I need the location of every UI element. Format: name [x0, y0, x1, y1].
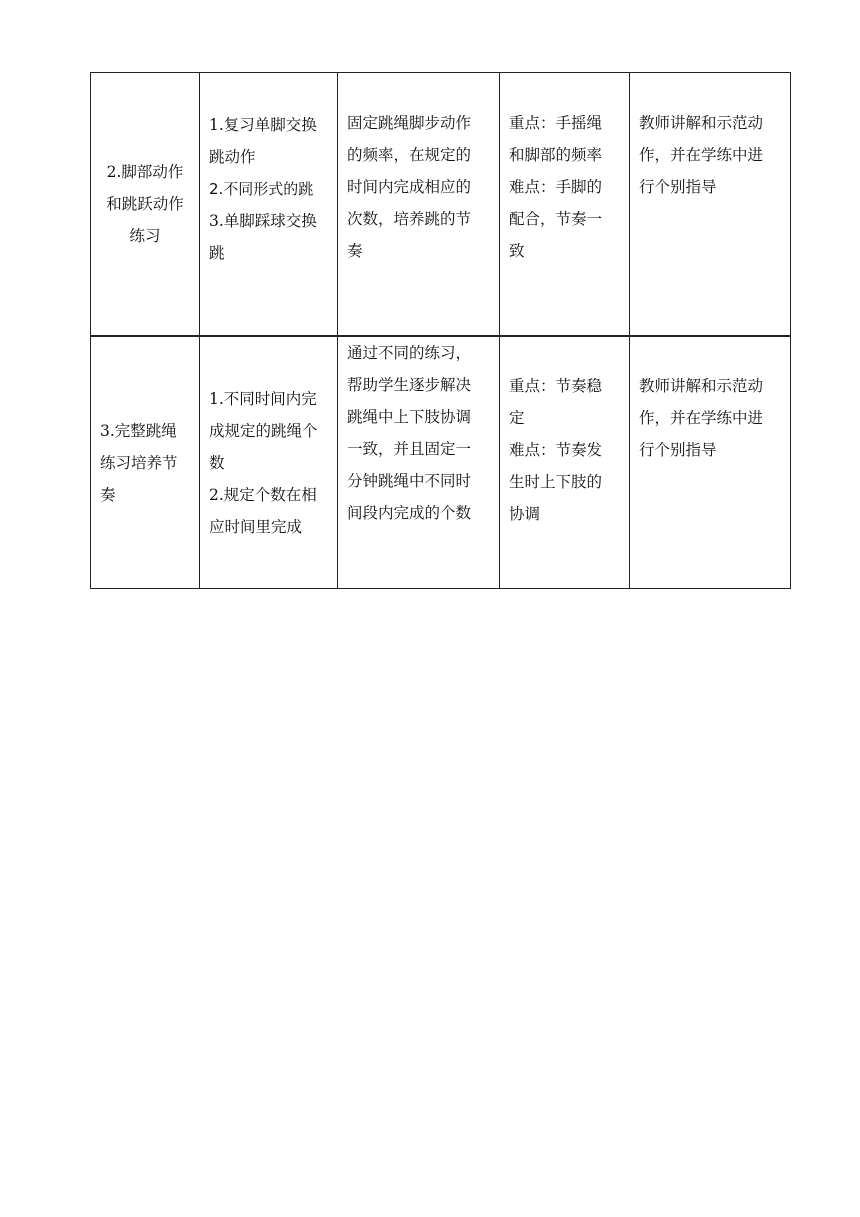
cell-line: 间段内完成的个数 — [347, 504, 472, 522]
cell-line: 教师讲解和示范动 — [639, 114, 764, 132]
cell-objective — [338, 73, 500, 337]
cell-line: 3.完整跳绳 — [100, 421, 177, 440]
cell-line: 固定跳绳脚步动作 — [347, 114, 472, 132]
cell-line: 难点：节奏发 — [509, 441, 603, 459]
cell-line: 作，并在学练中进 — [639, 146, 764, 164]
cell-line: 练习 — [129, 227, 161, 245]
cell-line: 帮助学生逐步解决 — [347, 376, 472, 394]
cell-line: 教师讲解和示范动 — [639, 377, 764, 395]
cell-line: 2.脚部动作 — [106, 163, 184, 181]
cell-key-points — [500, 73, 630, 337]
cell-line: 定 — [509, 409, 525, 427]
cell-line: 奏 — [347, 242, 363, 260]
cell-line: 1.不同时间内完 — [209, 389, 317, 408]
cell-line: 1.复习单脚交换 — [209, 116, 317, 134]
cell-line: 协调 — [509, 505, 541, 523]
cell-line: 行个别指导 — [639, 178, 717, 196]
cell-line: 练习培养节 — [100, 453, 178, 472]
cell-line: 跳动作 — [209, 148, 256, 166]
cell-line: 通过不同的练习， — [347, 344, 472, 362]
cell-line: 2.不同形式的跳 — [209, 180, 314, 198]
cell-teaching-method — [630, 73, 791, 337]
cell-line: 数 — [209, 453, 225, 472]
cell-line: 次数，培养跳的节 — [347, 210, 472, 228]
cell-practice-items — [200, 336, 338, 589]
cell-line: 重点：手摇绳 — [509, 114, 603, 132]
cell-key-points — [500, 336, 630, 589]
cell-line: 重点：节奏稳 — [509, 377, 603, 395]
cell-line: 跳 — [209, 244, 225, 262]
cell-line: 的频率，在规定的 — [347, 146, 472, 164]
cell-line: 和脚部的频率 — [509, 146, 603, 164]
cell-line: 作，并在学练中进 — [639, 409, 764, 427]
cell-line: 难点：手脚的 — [509, 178, 603, 196]
cell-line: 时间内完成相应的 — [347, 178, 472, 196]
table-row — [91, 336, 791, 589]
cell-line: 奏 — [100, 485, 116, 504]
cell-line: 和跳跃动作 — [106, 195, 184, 213]
cell-line: 配合，节奏一 — [509, 210, 603, 228]
cell-line: 跳绳中上下肢协调 — [347, 408, 472, 426]
cell-objective — [338, 336, 500, 589]
cell-practice-items — [200, 73, 338, 337]
cell-line: 成规定的跳绳个 — [209, 421, 318, 440]
cell-content-section — [91, 73, 200, 337]
cell-line: 应时间里完成 — [209, 517, 303, 536]
cell-teaching-method — [630, 336, 791, 589]
cell-line: 一致，并且固定一 — [347, 440, 472, 458]
cell-line: 致 — [509, 242, 525, 260]
cell-line: 3.单脚踩球交换 — [209, 212, 317, 230]
cell-line: 2.规定个数在相 — [209, 485, 317, 504]
table-row — [91, 73, 791, 337]
cell-content-section — [91, 336, 200, 589]
cell-line: 生时上下肢的 — [509, 473, 603, 491]
cell-line: 分钟跳绳中不同时 — [347, 472, 472, 490]
lesson-plan-table — [90, 72, 791, 589]
cell-line: 行个别指导 — [639, 441, 717, 459]
